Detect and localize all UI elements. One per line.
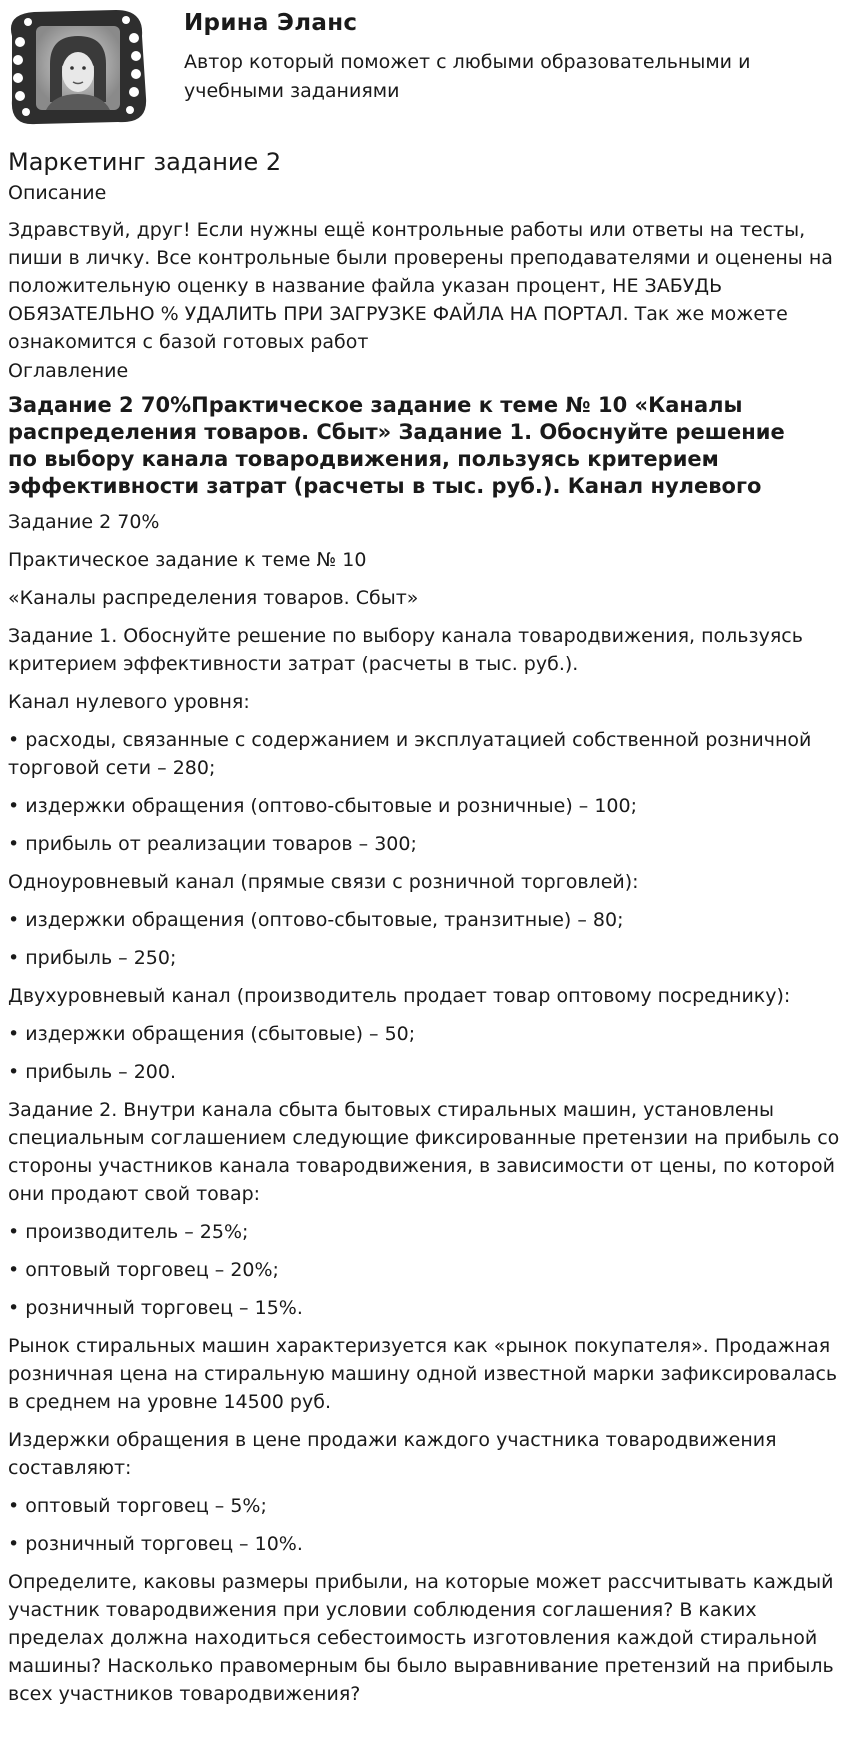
body-list-item: • издержки обращения (сбытовые) – 50;: [8, 1023, 416, 1045]
body-list-item: • прибыль – 200.: [8, 1061, 177, 1083]
body-list-item: • прибыль от реализации товаров – 300;: [8, 833, 417, 855]
work-body: [8, 508, 843, 1718]
body-paragraph: Задание 2. Внутри канала сбыта бытовых стиральных машин, установлены специальным соглашением следующие фиксированные претензии на прибыль со стороны участников канала товародвижения, в зависимости от цены, по которой они продают свой товар:: [8, 1099, 840, 1205]
body-paragraph: Одноуровневый канал (прямые связи с розничной торговлей):: [8, 871, 639, 893]
author-avatar[interactable]: [6, 6, 150, 128]
body-paragraph: «Каналы распределения товаров. Сбыт»: [8, 587, 419, 609]
author-description: Автор который поможет с любыми образовательными и учебными заданиями: [184, 51, 751, 102]
work-title: Маркетинг задание 2: [8, 148, 282, 176]
body-list-item: • оптовый торговец – 20%;: [8, 1259, 279, 1281]
body-paragraph: Издержки обращения в цене продажи каждого участника товародвижения составляют:: [8, 1429, 777, 1479]
body-paragraph: Канал нулевого уровня:: [8, 691, 250, 713]
body-list-item: • издержки обращения (оптово-сбытовые и розничные) – 100;: [8, 795, 637, 817]
body-list-item: • розничный торговец – 15%.: [8, 1297, 303, 1319]
film-frame-avatar-image: [6, 6, 150, 128]
description-text: Здравствуй, друг! Если нужны ещё контрольные работы или ответы на тесты, пиши в личку. Все контрольные были проверены преподавателями и оценены на положительную оценку в название файла указан процент, НЕ ЗАБУДЬ ОБЯЗАТЕЛЬНО % УДАЛИТЬ ПРИ ЗАГРУЗКЕ ФАЙЛА НА ПОРТАЛ. Так же можете ознакомится с базой готовых работ: [8, 219, 833, 353]
description-label: Описание: [8, 182, 107, 204]
body-list-item: • издержки обращения (оптово-сбытовые, транзитные) – 80;: [8, 909, 624, 931]
body-paragraph: Определите, каковы размеры прибыли, на которые может рассчитывать каждый участник товародвижения при условии соблюдения соглашения? В каких пределах должна находиться себестоимость изготовления каждой стиральной машины? Насколько правомерным бы было выравнивание претензий на прибыль всех участников товародвижения?: [8, 1571, 834, 1705]
body-paragraph: Задание 2 70%: [8, 511, 160, 533]
body-paragraph: Практическое задание к теме № 10: [8, 549, 367, 571]
body-list-item: • розничный торговец – 10%.: [8, 1533, 303, 1555]
body-list-item: • расходы, связанные с содержанием и эксплуатацией собственной розничной торговой сети – 280;: [8, 729, 812, 779]
toc-label: Оглавление: [8, 360, 129, 382]
author-card: [0, 0, 847, 140]
body-list-item: • производитель – 25%;: [8, 1221, 249, 1243]
author-name[interactable]: Ирина Эланс: [184, 10, 358, 36]
body-list-item: • оптовый торговец – 5%;: [8, 1495, 267, 1517]
body-list-item: • прибыль – 250;: [8, 947, 177, 969]
body-paragraph: Рынок стиральных машин характеризуется как «рынок покупателя». Продажная розничная цена на стиральную машину одной известной марки зафиксировалась в среднем на уровне 14500 руб.: [8, 1335, 838, 1413]
body-paragraph: Двухуровневый канал (производитель продает товар оптовому посреднику):: [8, 985, 791, 1007]
toc-title: Задание 2 70%Практическое задание к теме № 10 «Каналы распределения товаров. Сбыт» Задание 1. Обоснуйте решение по выбору канала товародвижения, пользуясь критерием эффективности затрат (расчеты в тыс. руб.). Канал нулевого: [8, 393, 785, 498]
body-paragraph: Задание 1. Обоснуйте решение по выбору канала товародвижения, пользуясь критерием эффективности затрат (расчеты в тыс. руб.).: [8, 625, 803, 675]
